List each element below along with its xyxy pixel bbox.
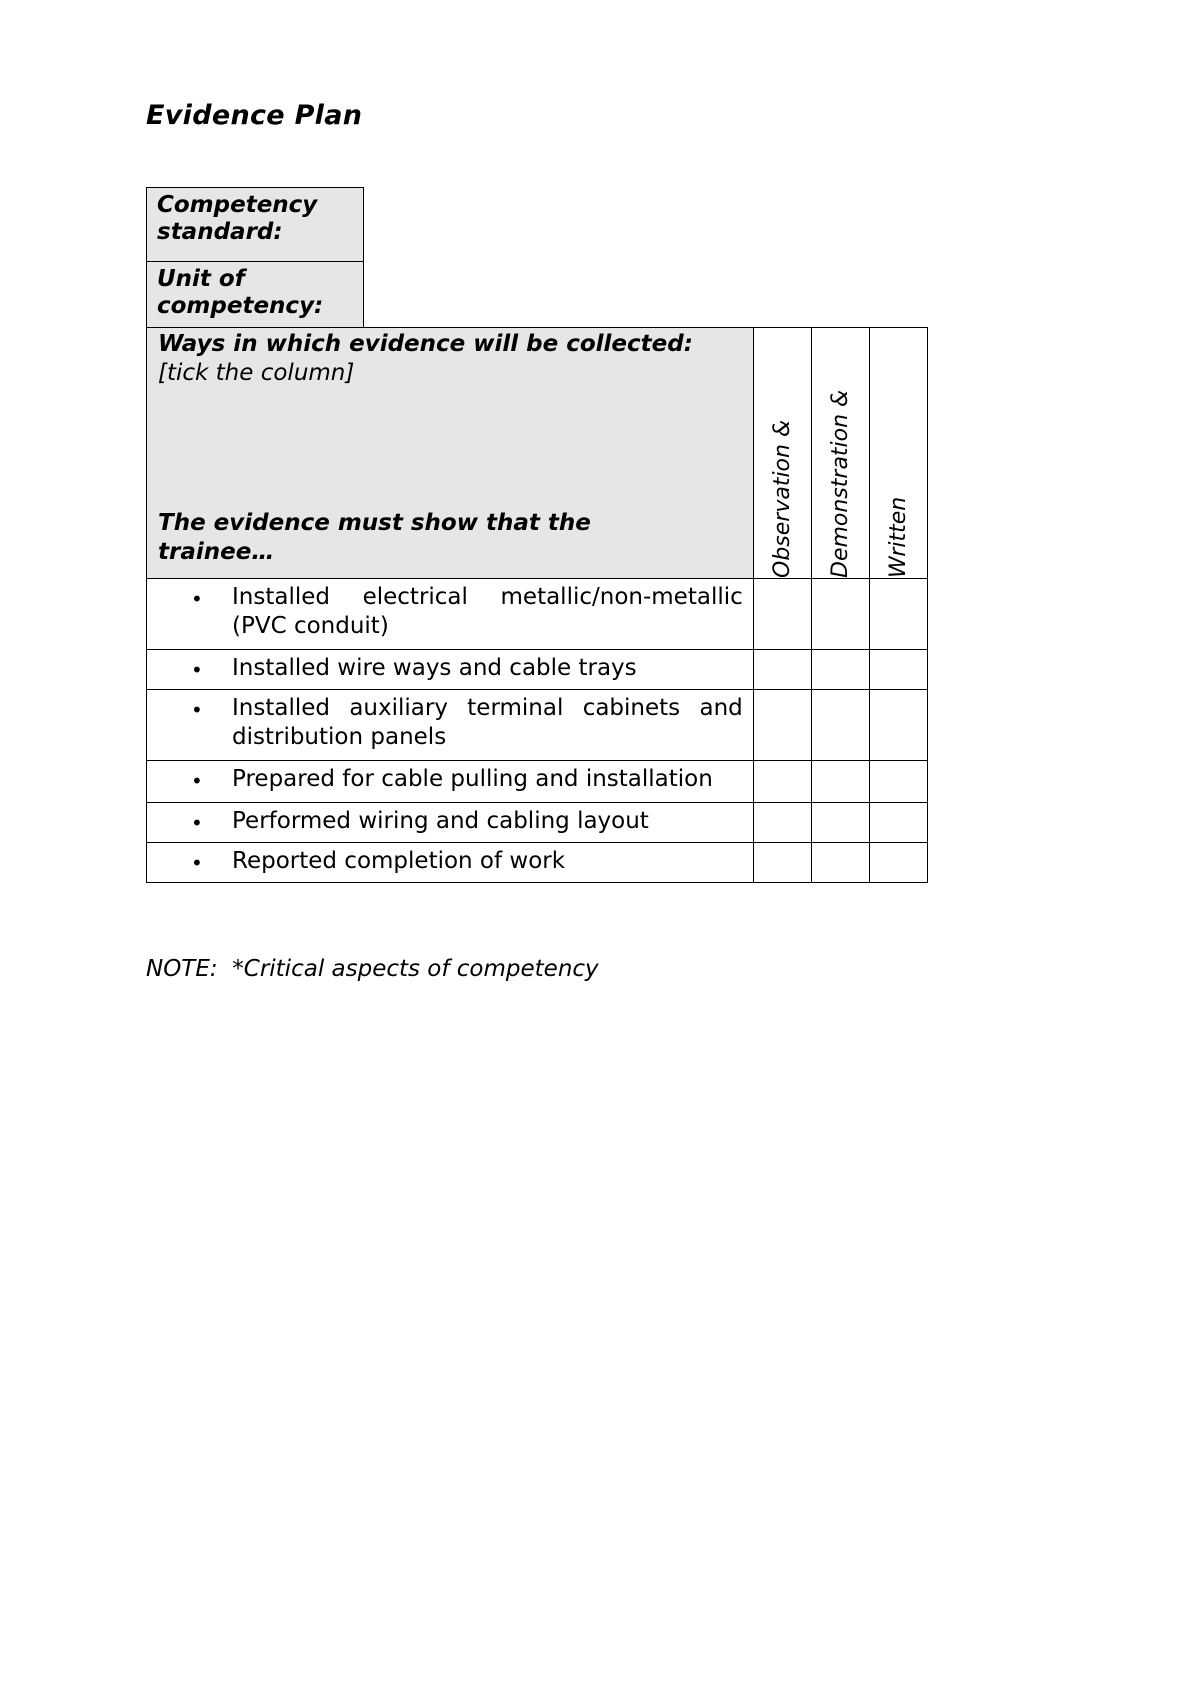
bullet-icon: • xyxy=(191,769,203,793)
tick-cell-written[interactable] xyxy=(869,579,927,650)
tick-cell-written[interactable] xyxy=(869,761,927,803)
tick-cell-observation[interactable] xyxy=(753,803,811,843)
evidence-item-cell xyxy=(147,761,754,803)
evidence-question: Ways in which evidence will be collected: xyxy=(158,331,693,357)
evidence-lead: The evidence must show that the trainee… xyxy=(158,510,591,565)
tick-cell-written[interactable] xyxy=(869,843,927,883)
footnote: NOTE: *Critical aspects of competency xyxy=(146,956,599,982)
table-row xyxy=(147,843,928,883)
tick-cell-observation[interactable] xyxy=(753,579,811,650)
tick-cell-demonstration[interactable] xyxy=(811,650,869,690)
tick-instruction: [tick the column] xyxy=(158,360,355,386)
tick-cell-observation[interactable] xyxy=(753,690,811,761)
tick-cell-written[interactable] xyxy=(869,690,927,761)
evidence-item-text: Installed wire ways and cable trays xyxy=(232,655,637,681)
tick-cell-written[interactable] xyxy=(869,650,927,690)
evidence-item-text: Reported completion of work xyxy=(232,848,566,874)
table-header-row xyxy=(147,328,928,579)
evidence-item-text: Installed electrical metallic/non-metallic (PVC conduit) xyxy=(232,584,743,639)
bullet-icon: • xyxy=(191,811,203,835)
bullet-icon: • xyxy=(191,658,203,682)
unit-of-competency-label: Unit of competency: xyxy=(147,262,364,336)
evidence-item-cell xyxy=(147,843,754,883)
evidence-item-text: Performed wiring and cabling layout xyxy=(232,808,649,834)
evidence-header-cell xyxy=(147,328,754,579)
evidence-item-cell xyxy=(147,690,754,761)
tick-cell-demonstration[interactable] xyxy=(811,690,869,761)
bullet-icon: • xyxy=(191,587,203,611)
evidence-item-text: Installed auxiliary terminal cabinets and distribution panels xyxy=(232,695,743,750)
tick-cell-demonstration[interactable] xyxy=(811,803,869,843)
evidence-item-cell xyxy=(147,803,754,843)
bullet-icon: • xyxy=(191,698,203,722)
tick-cell-demonstration[interactable] xyxy=(811,761,869,803)
method-header-observation: Observation & xyxy=(753,328,811,579)
evidence-item-cell xyxy=(147,579,754,650)
evidence-item-cell xyxy=(147,650,754,690)
method-header-written: Written xyxy=(869,328,927,579)
table-row xyxy=(147,579,928,650)
evidence-plan-table xyxy=(146,327,928,883)
table-row xyxy=(147,803,928,843)
tick-cell-observation[interactable] xyxy=(753,843,811,883)
competency-header-table xyxy=(146,187,364,336)
tick-cell-demonstration[interactable] xyxy=(811,579,869,650)
table-row xyxy=(147,690,928,761)
evidence-item-text: Prepared for cable pulling and installation xyxy=(232,766,713,792)
table-row xyxy=(147,761,928,803)
competency-standard-label: Competency standard: xyxy=(147,188,364,262)
page-title: Evidence Plan xyxy=(146,100,363,131)
bullet-icon: • xyxy=(191,851,203,875)
tick-cell-observation[interactable] xyxy=(753,761,811,803)
method-header-demonstration: Demonstration & xyxy=(811,328,869,579)
table-row xyxy=(147,650,928,690)
tick-cell-written[interactable] xyxy=(869,803,927,843)
tick-cell-demonstration[interactable] xyxy=(811,843,869,883)
tick-cell-observation[interactable] xyxy=(753,650,811,690)
